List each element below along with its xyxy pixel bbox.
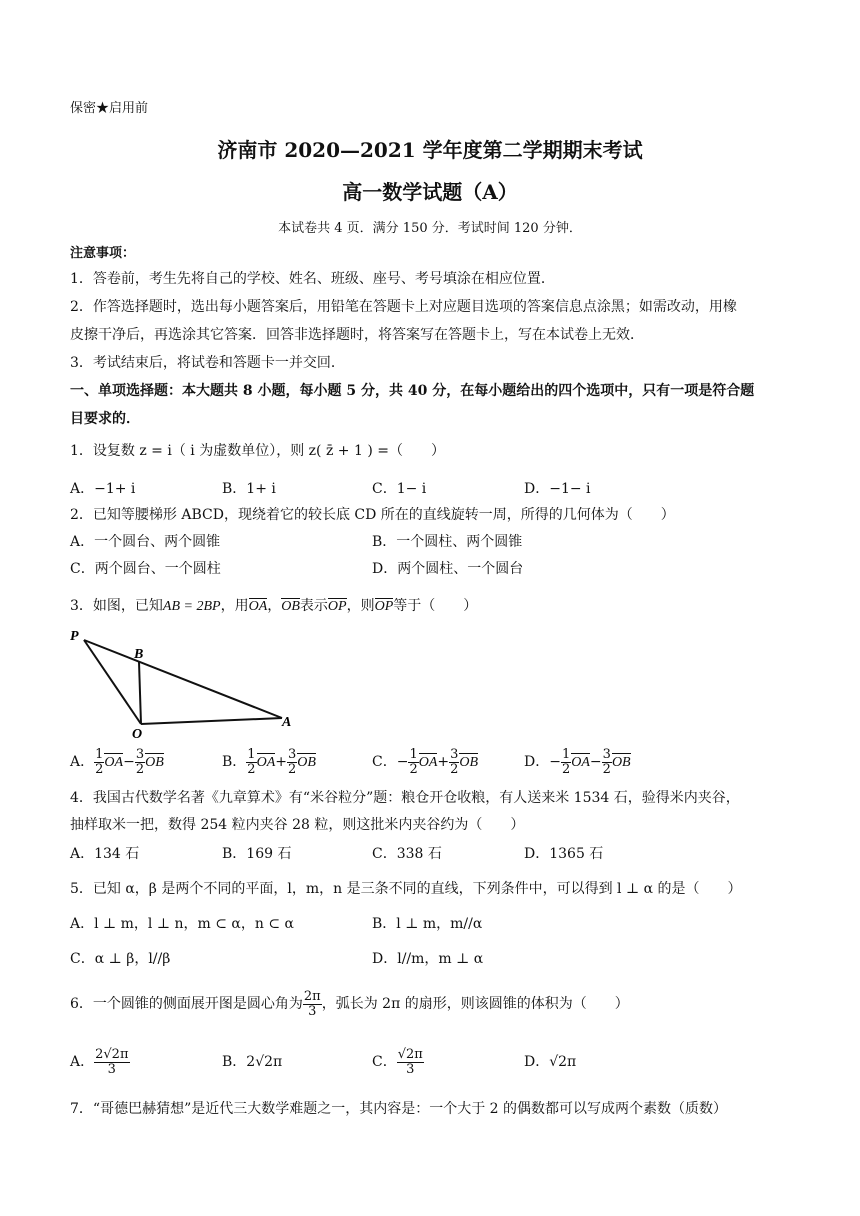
q2-option-b: B．一个圆柱、两个圆锥 bbox=[372, 534, 523, 550]
label-o: O bbox=[132, 727, 143, 738]
segment-oa bbox=[141, 718, 282, 724]
q4-option-b: B．169 石 bbox=[222, 846, 292, 862]
q3-triangle-figure bbox=[68, 626, 300, 738]
segment-pa bbox=[84, 640, 282, 718]
q6-option-a: A． $\frac{2√2\pi}{3}$ bbox=[70, 1046, 129, 1077]
q6-stem: 6．一个圆锥的侧面展开图是圆心角为 $\frac{2\pi}{3}$ ，弧长为 2π 的扇形，则该圆锥的体积为（ ） bbox=[70, 988, 629, 1019]
label-b: B bbox=[134, 647, 144, 662]
q4-option-c: C．338 石 bbox=[372, 846, 442, 862]
q6-option-b: B．2√2π bbox=[222, 1054, 283, 1070]
q7-stem: 7．“哥德巴赫猜想”是近代三大数学难题之一，其内容是：一个大于 2 的偶数都可以写成两个素数（质数） bbox=[70, 1101, 728, 1117]
confidential-label: 保密★启用前 bbox=[70, 101, 149, 116]
q3-option-b: B． $\frac{1}{2}$ OA + $\frac{3}{2}$ OB bbox=[222, 746, 316, 777]
q2-option-a: A．一个圆台、两个圆锥 bbox=[70, 534, 221, 550]
q4-stem-2: 抽样取米一把，数得 254 粒内夹谷 28 粒，则这批米内夹谷约为（ ） bbox=[70, 817, 525, 833]
note-1: 1．答卷前，考生先将自己的学校、姓名、班级、座号、考号填涂在相应位置． bbox=[70, 271, 555, 287]
q3-option-a: A． $\frac{1}{2}$ OA − $\frac{3}{2}$ OB bbox=[70, 746, 164, 777]
q3-stem: 3．如图，已知AB = 2BP，用OA，OB表示OP，则OP等于（ ） bbox=[70, 598, 478, 614]
segment-po bbox=[84, 640, 144, 724]
q2-option-d: D．两个圆柱、一个圆台 bbox=[372, 561, 524, 577]
q1-option-a: A．−1+ i bbox=[70, 481, 136, 497]
exam-title: 济南市 2020—2021 学年度第二学期期末考试 bbox=[217, 138, 643, 162]
q1-option-c: C．1− i bbox=[372, 481, 427, 497]
segment-bo bbox=[139, 662, 141, 724]
note-3: 3．考试结束后，将试卷和答题卡一并交回． bbox=[70, 355, 345, 371]
q4-option-d: D．1365 石 bbox=[524, 846, 604, 862]
notes-heading: 注意事项： bbox=[70, 246, 136, 261]
section1-line2: 目要求的． bbox=[70, 411, 140, 427]
q3-option-c: C． − $\frac{1}{2}$ OA + $\frac{3}{2}$ OB bbox=[372, 746, 479, 777]
q4-option-a: A．134 石 bbox=[70, 846, 140, 862]
q6-option-c: C． $\frac{√2\pi}{3}$ bbox=[372, 1046, 423, 1077]
q1-stem: 1．设复数 z = i（ i 为虚数单位），则 z( z̄ + 1 ) =（ ） bbox=[70, 443, 445, 459]
exam-subtitle: 高一数学试题（A） bbox=[342, 180, 518, 204]
q5-option-d: D．l//m，m ⊥ α bbox=[372, 951, 484, 967]
q6-option-d: D．√2π bbox=[524, 1054, 577, 1070]
q5-option-b: B．l ⊥ m，m//α bbox=[372, 916, 483, 932]
q3-option-d: D． − $\frac{1}{2}$ OA − $\frac{3}{2}$ OB bbox=[524, 746, 631, 777]
q5-stem: 5．已知 α，β 是两个不同的平面，l，m，n 是三条不同的直线，下列条件中，可以得到 l ⊥ α 的是（ ） bbox=[70, 881, 742, 897]
q2-stem: 2．已知等腰梯形 ABCD，现绕着它的较长底 CD 所在的直线旋转一周，所得的几何体为（ ） bbox=[70, 507, 675, 523]
q1-option-d: D．−1− i bbox=[524, 481, 591, 497]
note-2b: 皮擦干净后，再选涂其它答案．回答非选择题时，将答案写在答题卡上，写在本试卷上无效． bbox=[70, 327, 644, 343]
note-2a: 2．作答选择题时，选出每小题答案后，用铅笔在答题卡上对应题目选项的答案信息点涂黑；如需改动，用橡 bbox=[70, 299, 737, 315]
label-a: A bbox=[282, 715, 292, 730]
q1-option-b: B．1+ i bbox=[222, 481, 276, 497]
q2-option-c: C．两个圆台、一个圆柱 bbox=[70, 561, 221, 577]
q4-stem-1: 4．我国古代数学名著《九章算术》有“米谷粒分”题：粮仓开仓收粮，有人送来米 1534 石，验得米内夹谷， bbox=[70, 790, 740, 806]
q5-option-a: A．l ⊥ m，l ⊥ n，m ⊂ α，n ⊂ α bbox=[70, 916, 294, 932]
section1-line1: 一、单项选择题：本大题共 8 小题，每小题 5 分，共 40 分，在每小题给出的四个选项中，只有一项是符合题 bbox=[70, 383, 755, 399]
exam-info: 本试卷共 4 页．满分 150 分．考试时间 120 分钟． bbox=[278, 221, 582, 236]
q5-option-c: C．α ⊥ β，l//β bbox=[70, 951, 171, 967]
label-p: P bbox=[70, 629, 79, 644]
